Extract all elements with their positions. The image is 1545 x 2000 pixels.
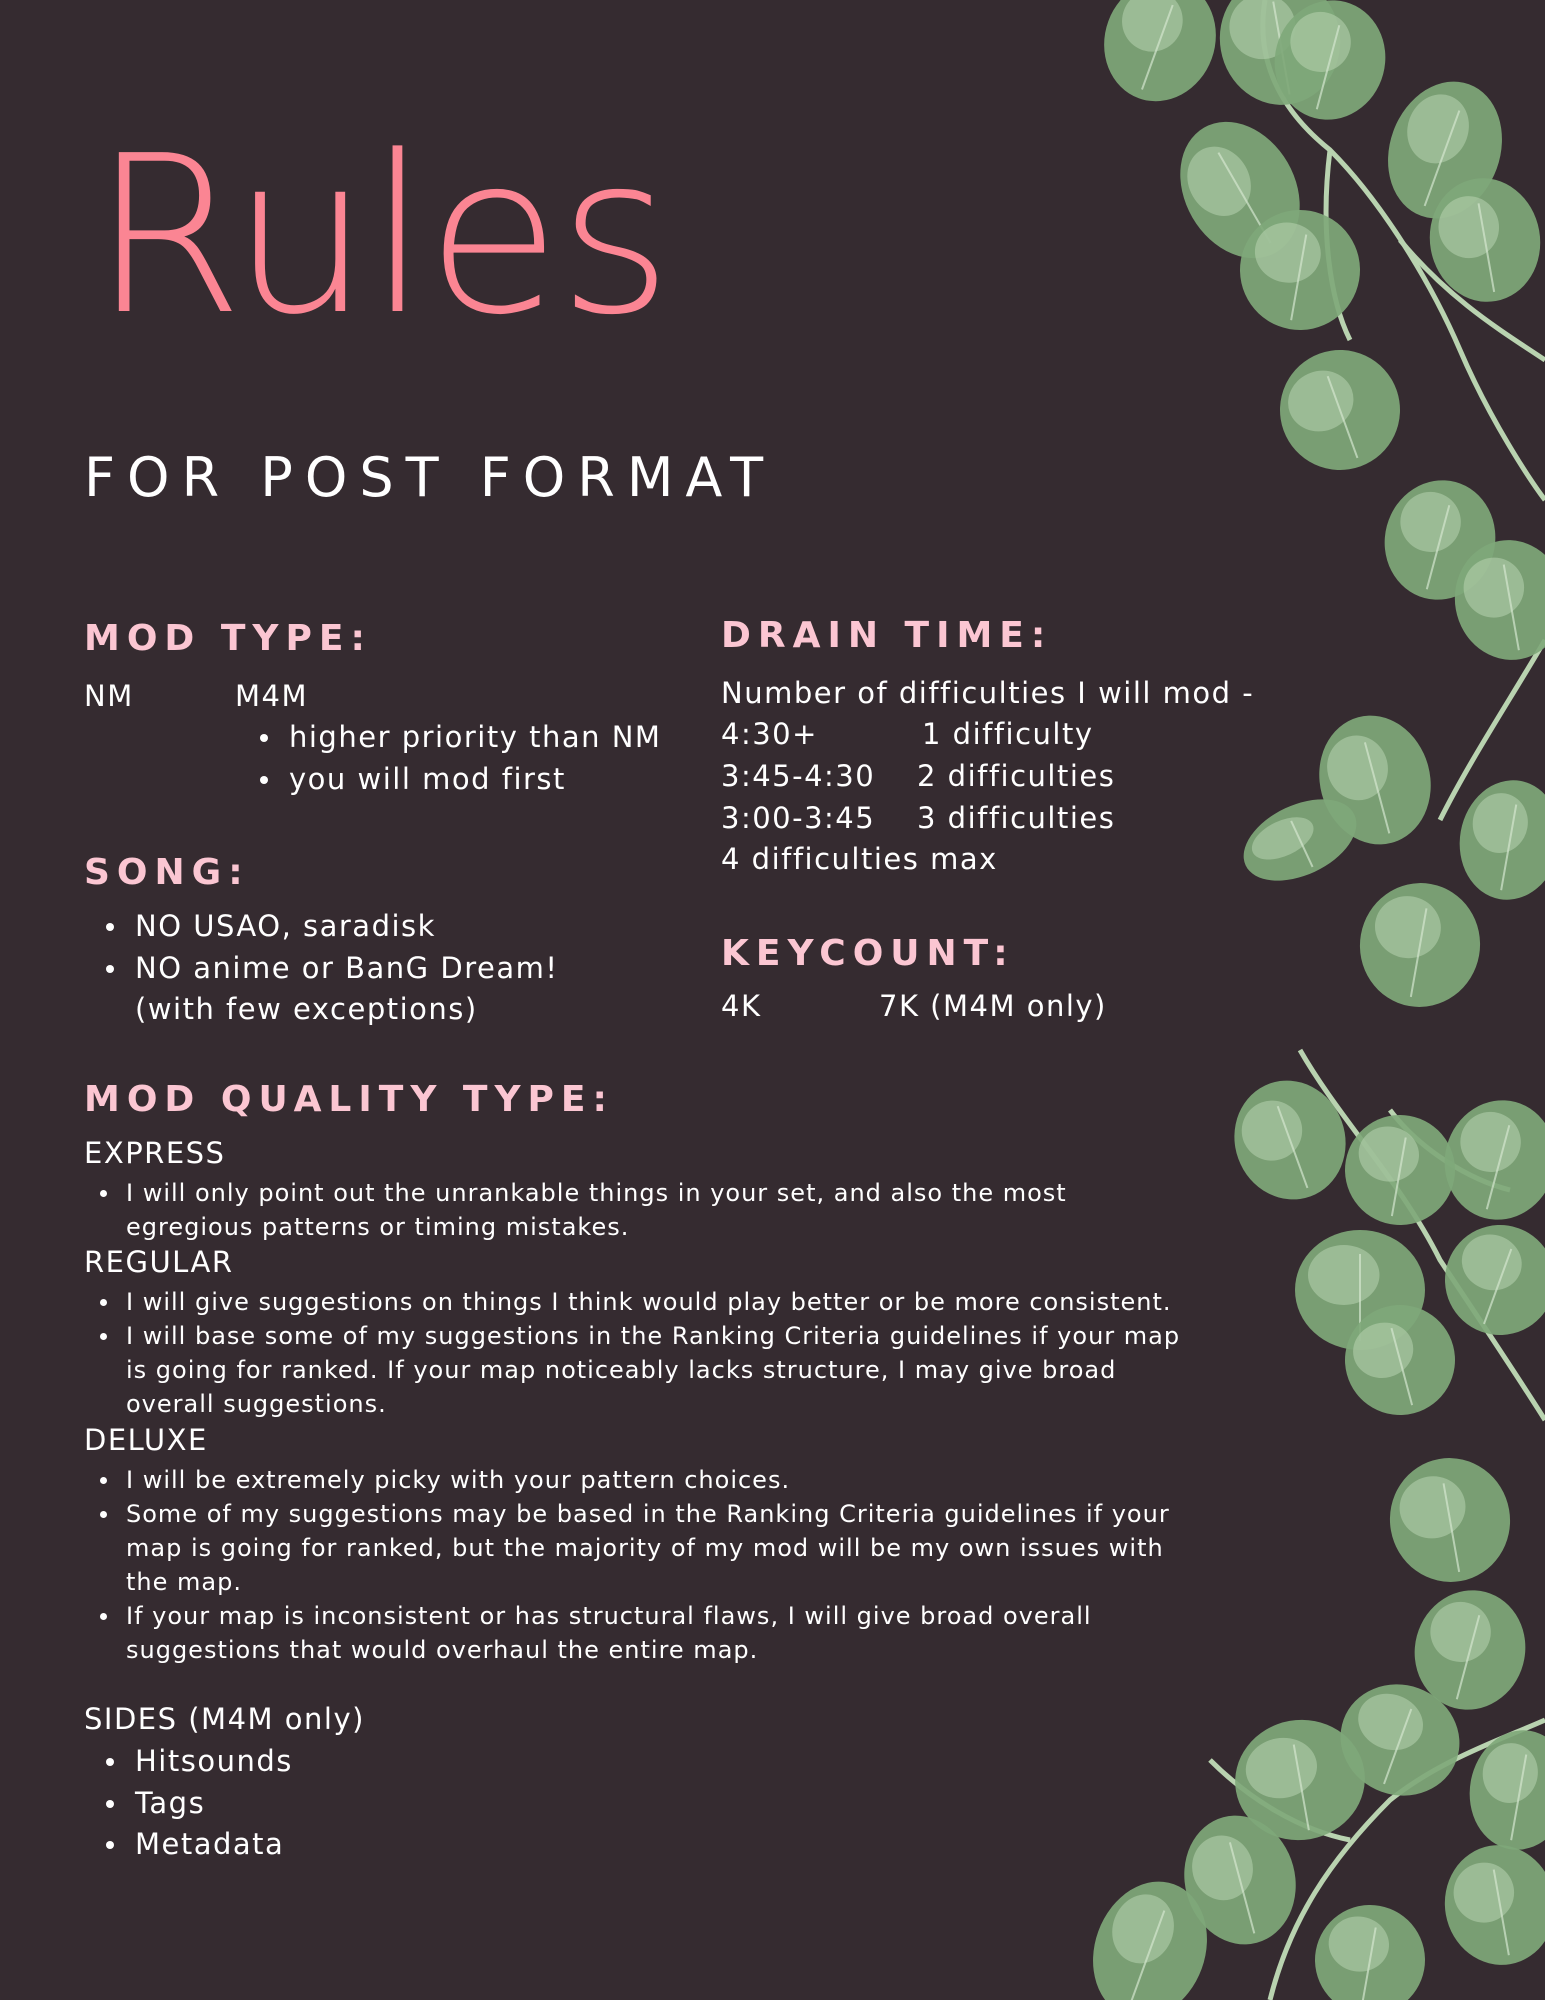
list-item: If your map is inconsistent or has structural flaws, I will give broad overall suggestions that would overhaul the entire map. xyxy=(84,1599,1264,1667)
drain-time-intro: Number of difficulties I will mod - xyxy=(721,676,1255,710)
list-item: Tags xyxy=(135,1783,293,1825)
drain-time-row-count: 2 difficulties xyxy=(917,759,1116,793)
page-subtitle: FOR POST FORMAT xyxy=(84,446,776,509)
list-item: higher priority than NM xyxy=(289,717,661,759)
leaf-shape xyxy=(1306,1896,1433,2000)
regular-list xyxy=(84,1285,1264,1421)
list-item: you will mod first xyxy=(289,759,661,801)
song-list xyxy=(135,906,558,989)
leaf-shape xyxy=(1263,333,1417,487)
leaf-shape xyxy=(1450,772,1545,908)
leaf-shape xyxy=(1435,1836,1545,1973)
drain-time-row-time: 3:00-3:45 xyxy=(721,801,876,835)
drain-time-row-count: 1 difficulty xyxy=(922,717,1094,751)
list-item: NO USAO, saradisk xyxy=(135,906,558,948)
drain-time-row-time: 3:45-4:30 xyxy=(721,759,876,793)
list-item: Some of my suggestions may be based in the Ranking Criteria guidelines if your map is going for ranked, but the majority of my mod will be my own issues with the map. xyxy=(84,1497,1264,1599)
drain-time-heading: DRAIN TIME: xyxy=(721,615,1053,656)
list-item: Metadata xyxy=(135,1824,293,1866)
page-title: Rules xyxy=(92,110,671,363)
keycount-4k: 4K xyxy=(721,989,762,1023)
leaf-shape xyxy=(1087,0,1233,117)
mod-quality-heading: MOD QUALITY TYPE: xyxy=(84,1079,614,1120)
list-item: NO anime or BanG Dream! xyxy=(135,948,558,990)
deluxe-list xyxy=(84,1463,1264,1667)
list-item: I will be extremely picky with your pattern choices. xyxy=(84,1463,1264,1497)
drain-time-row-count: 3 difficulties xyxy=(917,801,1116,835)
sides-list xyxy=(135,1741,293,1866)
sides-label: SIDES (M4M only) xyxy=(84,1702,365,1736)
leaf-shape xyxy=(1336,1106,1463,1233)
song-note: (with few exceptions) xyxy=(135,992,478,1026)
mod-type-m4m: M4M xyxy=(235,679,308,713)
list-item: I will base some of my suggestions in the Ranking Criteria guidelines if your map is going for ranked. If your map noticeably lacks structure, I may give broad overall suggestions. xyxy=(84,1319,1264,1421)
leaf-shape xyxy=(1460,1722,1545,1858)
mod-type-heading: MOD TYPE: xyxy=(84,618,372,659)
song-heading: SONG: xyxy=(84,852,250,893)
express-label: EXPRESS xyxy=(84,1136,226,1170)
keycount-7k: 7K (M4M only) xyxy=(879,989,1107,1023)
regular-label: REGULAR xyxy=(84,1245,234,1279)
m4m-notes-list xyxy=(289,717,661,800)
drain-time-max: 4 difficulties max xyxy=(721,842,998,876)
list-item: I will give suggestions on things I think would play better or be more consistent. xyxy=(84,1285,1264,1319)
leaf-shape xyxy=(1380,1449,1520,1592)
list-item: I will only point out the unrankable things in your set, and also the most egregious patterns or timing mistakes. xyxy=(84,1176,1264,1244)
keycount-heading: KEYCOUNT: xyxy=(721,933,1015,974)
leaf-shape xyxy=(1350,874,1490,1017)
mod-type-nm: NM xyxy=(84,679,134,713)
express-list xyxy=(84,1176,1264,1244)
list-item: Hitsounds xyxy=(135,1741,293,1783)
drain-time-row-time: 4:30+ xyxy=(721,717,818,751)
leaf-shape xyxy=(1431,1088,1545,1232)
deluxe-label: DELUXE xyxy=(84,1423,208,1457)
leaf-shape xyxy=(1430,1210,1545,1351)
